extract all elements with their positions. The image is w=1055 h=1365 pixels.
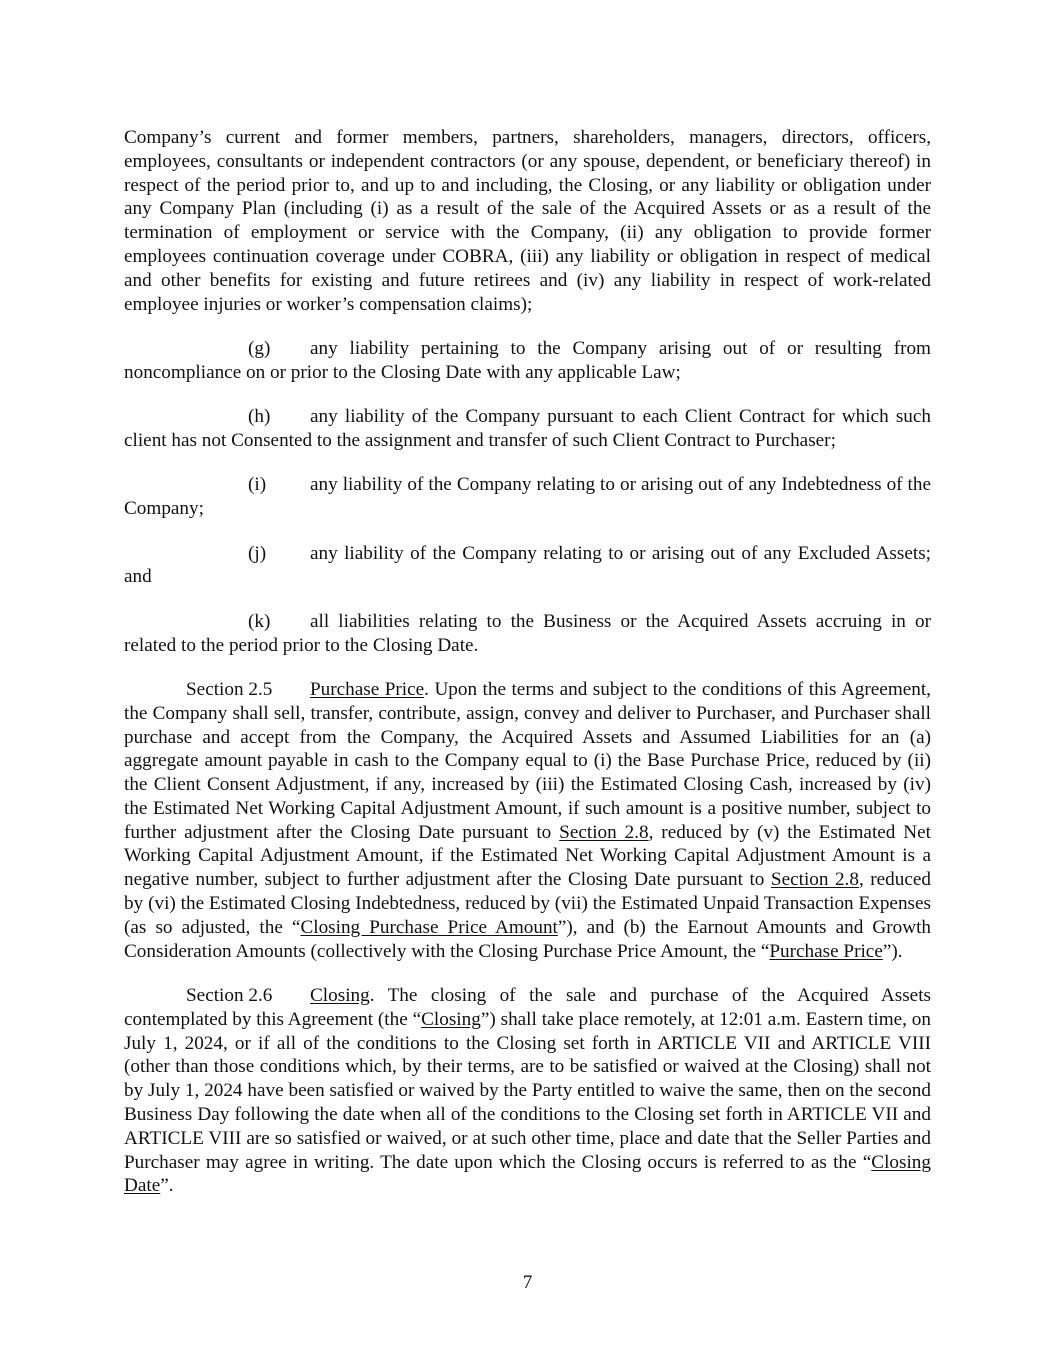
section-text: . Upon the terms and subject to the conditions of this Agreement, the Company shall sell, transfer, contribute, assign, convey and deliver to Purchaser, and Purchaser shall purchase and accept from the Company, the Acquired Assets and Assumed Liabilities for an (a) aggregate amount payable in cash to the Company equal to (i) the Base Purchase Price, reduced by (ii) the Client Consent Adjustment, if any, increased by (iii) the Estimated Closing Cash, increased by (iv) the Estimated Net Working Capital Adjustment Amount, if such amount is a positive number, subject to further adjustment after the Closing Date pursuant to — [124, 678, 931, 843]
item-label: (j) — [248, 542, 267, 564]
section-text: ”), and (b) the Earnout Amounts and Growth Consideration Amounts (collectively with the Closing Purchase Price Amount, the “ — [124, 916, 931, 962]
list-item-g — [124, 337, 931, 385]
list-item-k — [124, 610, 931, 658]
page-number: 7 — [522, 1272, 533, 1293]
list-item-j — [124, 542, 931, 590]
section-text: , reduced by (vi) the Estimated Closing Indebtedness, reduced by (vii) the Estimated Unpaid Transaction Expenses (as so adjusted, the “ — [124, 869, 931, 938]
cross-reference: Section 2.8 — [770, 869, 859, 891]
item-text: any liability pertaining to the Company arising out of or resulting from noncompliance on or prior to the Closing Date with any applicable Law; — [124, 337, 931, 383]
section-text: . The closing of the sale and purchase of the Acquired Assets contemplated by this Agreement (the “ — [124, 985, 931, 1030]
item-label: (i) — [248, 474, 267, 496]
item-label: (k) — [248, 610, 271, 632]
item-label: (g) — [248, 337, 271, 359]
defined-term: Closing Purchase Price Amount — [300, 916, 558, 938]
document-page — [124, 126, 931, 1219]
continuation-paragraph: Company’s current and former members, partners, shareholders, managers, directors, officers, employees, consultants or independent contractors (or any spouse, dependent, or beneficiary thereof) in respect of the period prior to, and up to and including, the Closing, or any liability or obligation under any Company Plan (including (i) as a result of the sale of the Acquired Assets or as a result of the termination of employment or service with the Company, (ii) any obligation to provide former employees continuation coverage under COBRA, (iii) any liability or obligation in respect of medical and other benefits for existing and future retirees and (iv) any liability in respect of work-related employee injuries or worker’s compensation claims); — [124, 127, 931, 315]
section-heading: Purchase Price — [310, 678, 425, 700]
section-2-5 — [124, 678, 931, 964]
defined-term: Closing Date — [124, 1151, 931, 1197]
list-item-i — [124, 473, 931, 521]
section-label: Section 2.5 — [186, 678, 273, 700]
section-heading: Closing — [310, 985, 370, 1007]
defined-term: Purchase Price — [769, 940, 883, 962]
defined-term: Closing — [421, 1008, 481, 1030]
cross-reference: Section 2.8 — [559, 821, 649, 843]
list-item-h — [124, 405, 931, 453]
item-text: any liability of the Company relating to or arising out of any Indebtedness of the Company; — [124, 474, 931, 520]
section-text: ”). — [882, 940, 903, 962]
item-text: all liabilities relating to the Business or the Acquired Assets accruing in or related to the period prior to the Closing Date. — [124, 610, 931, 656]
section-text: ”) shall take place remotely, at 12:01 a.m. Eastern time, on July 1, 2024, or if all of the conditions to the Closing set forth in ARTICLE VII and ARTICLE VIII (other than those conditions which, by their terms, are to be satisfied or waived at the Closing) shall not by July 1, 2024 have been satisfied or waived by the Party entitled to waive the same, then on the second Business Day following the date when all of the conditions to the Closing set forth in ARTICLE VII and ARTICLE VIII are so satisfied or waived, or at such other time, place and date that the Seller Parties and Purchaser may agree in writing. The date upon which the Closing occurs is referred to as the “ — [124, 1008, 931, 1173]
item-label: (h) — [248, 406, 271, 428]
item-text: any liability of the Company relating to or arising out of any Excluded Assets; and — [124, 542, 931, 588]
section-2-6 — [124, 984, 931, 1198]
item-text: any liability of the Company pursuant to each Client Contract for which such client has not Consented to the assignment and transfer of such Client Contract to Purchaser; — [124, 406, 931, 451]
section-text: ”. — [160, 1175, 174, 1197]
section-text: , reduced by (v) the Estimated Net Working Capital Adjustment Amount, if the Estimated Net Working Capital Adjustment Amount is a negative number, subject to further adjustment after the Closing Date pursuant to — [124, 821, 931, 891]
section-label: Section 2.6 — [186, 985, 273, 1007]
